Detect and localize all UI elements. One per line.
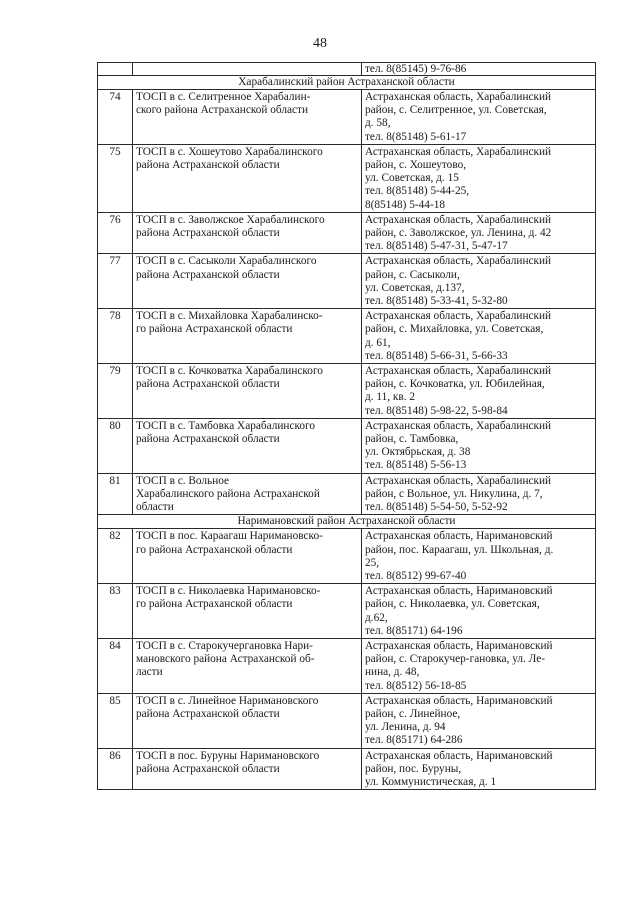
table-row (98, 473, 596, 515)
row-number-cell: 82 (98, 529, 133, 584)
row-name-cell: ТОСП в с. Михайловка Харабалинско- го района Астраханской области (133, 309, 362, 364)
tosp-address-table (97, 62, 596, 790)
row-name-cell: ТОСП в с. Селитренное Харабалин- ского района Астраханской области (133, 90, 362, 145)
row-address-cell: Астраханская область, Харабалинский район, с. Кочковатка, ул. Юбилейная, д. 11, кв. 2 тел. 8(85148) 5-98-22, 5-98-84 (362, 364, 596, 419)
row-address-cell: Астраханская область, Харабалинский район, с. Тамбовка, ул. Октябрьская, д. 38 тел. 8(85148) 5-56-13 (362, 418, 596, 473)
table-row (98, 254, 596, 309)
row-number-cell: 76 (98, 212, 133, 254)
table-row (98, 529, 596, 584)
table-row (98, 748, 596, 790)
row-address-cell: Астраханская область, Наримановский район, с. Линейное, ул. Ленина, д. 94 тел. 8(85171) 64-286 (362, 693, 596, 748)
row-name-cell (133, 63, 362, 76)
row-number-cell: 86 (98, 748, 133, 790)
row-name-cell: ТОСП в с. Вольное Харабалинского района Астраханской области (133, 473, 362, 515)
row-number-cell: 81 (98, 473, 133, 515)
table-body (98, 63, 596, 790)
row-name-cell: ТОСП в с. Старокучергановка Нари- мановского района Астраханской об- ласти (133, 638, 362, 693)
row-address-cell: тел. 8(85145) 9-76-86 (362, 63, 596, 76)
region-header: Наримановский район Астраханской области (98, 515, 596, 529)
region-header: Харабалинский район Астраханской области (98, 76, 596, 90)
row-number-cell: 74 (98, 90, 133, 145)
page-number: 48 (313, 36, 327, 51)
row-address-cell: Астраханская область, Харабалинский район, с. Михайловка, ул. Советская, д. 61, тел. 8(85148) 5-66-31, 5-66-33 (362, 309, 596, 364)
table-row (98, 364, 596, 419)
row-name-cell: ТОСП в с. Кочковатка Харабалинского района Астраханской области (133, 364, 362, 419)
row-name-cell: ТОСП в с. Хошеутово Харабалинского района Астраханской области (133, 144, 362, 212)
row-name-cell: ТОСП в пос. Буруны Наримановского района Астраханской области (133, 748, 362, 790)
table-row (98, 212, 596, 254)
table-row (98, 144, 596, 212)
row-address-cell: Астраханская область, Харабалинский район, с. Заволжское, ул. Ленина, д. 42 тел. 8(85148) 5-47-31, 5-47-17 (362, 212, 596, 254)
row-address-cell: Астраханская область, Харабалинский район, с. Хошеутово, ул. Советская, д. 15 тел. 8(85148) 5-44-25, 8(85148) 5-44-18 (362, 144, 596, 212)
row-address-cell: Астраханская область, Наримановский район, пос. Караагаш, ул. Школьная, д. 25, тел. 8(8512) 99-67-40 (362, 529, 596, 584)
row-address-cell: Астраханская область, Наримановский район, с. Николаевка, ул. Советская, д.62, тел. 8(85171) 64-196 (362, 584, 596, 639)
row-address-cell: Астраханская область, Харабалинский район, с. Селитренное, ул. Советская, д. 58, тел. 8(85148) 5-61-17 (362, 90, 596, 145)
row-name-cell: ТОСП в пос. Караагаш Наримановско- го района Астраханской области (133, 529, 362, 584)
row-address-cell: Астраханская область, Харабалинский район, с Вольное, ул. Никулина, д. 7, тел. 8(85148) 5-54-50, 5-52-92 (362, 473, 596, 515)
row-number-cell: 78 (98, 309, 133, 364)
row-name-cell: ТОСП в с. Николаевка Наримановско- го района Астраханской области (133, 584, 362, 639)
table-row-continuation (98, 63, 596, 76)
row-address-cell: Астраханская область, Наримановский район, пос. Буруны, ул. Коммунистическая, д. 1 (362, 748, 596, 790)
table-row (98, 309, 596, 364)
region-header-row (98, 515, 596, 529)
region-header-row (98, 76, 596, 90)
row-name-cell: ТОСП в с. Линейное Наримановского района Астраханской области (133, 693, 362, 748)
row-name-cell: ТОСП в с. Тамбовка Харабалинского района Астраханской области (133, 418, 362, 473)
row-address-cell: Астраханская область, Наримановский район, с. Старокучер-гановка, ул. Ле- нина, д. 48, тел. 8(8512) 56-18-85 (362, 638, 596, 693)
table-row (98, 693, 596, 748)
document-table-container (97, 62, 595, 790)
row-number-cell: 83 (98, 584, 133, 639)
row-number-cell: 84 (98, 638, 133, 693)
row-number-cell: 85 (98, 693, 133, 748)
row-number-cell: 75 (98, 144, 133, 212)
table-row (98, 584, 596, 639)
table-row (98, 418, 596, 473)
row-name-cell: ТОСП в с. Сасыколи Харабалинского района Астраханской области (133, 254, 362, 309)
row-name-cell: ТОСП в с. Заволжское Харабалинского района Астраханской области (133, 212, 362, 254)
row-number-cell: 79 (98, 364, 133, 419)
table-row (98, 638, 596, 693)
row-number-cell: 80 (98, 418, 133, 473)
table-row (98, 90, 596, 145)
row-number-cell: 77 (98, 254, 133, 309)
row-number-cell (98, 63, 133, 76)
row-address-cell: Астраханская область, Харабалинский район, с. Сасыколи, ул. Советская, д.137, тел. 8(85148) 5-33-41, 5-32-80 (362, 254, 596, 309)
